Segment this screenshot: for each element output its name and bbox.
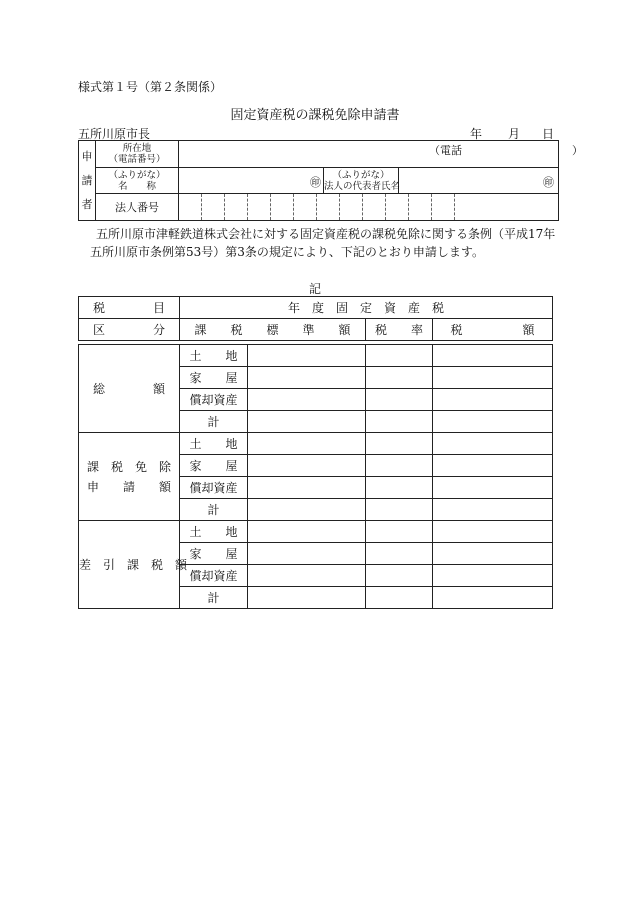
input-cell[interactable] — [366, 565, 433, 587]
addressee: 五所川原市長 — [78, 127, 151, 141]
input-cell[interactable] — [433, 565, 553, 587]
seal-mark: ㊞ — [310, 176, 321, 189]
input-cell[interactable] — [433, 389, 553, 411]
name-label-cell — [96, 168, 179, 194]
address-label-cell — [96, 141, 179, 168]
tax-item-value: 年 度 固 定 資 産 税 — [180, 297, 553, 319]
input-cell[interactable] — [248, 587, 366, 609]
rep-name-input[interactable] — [399, 168, 559, 194]
seal-mark-rep: ㊞ — [543, 176, 555, 189]
item-depreciable: 償却資産 — [180, 477, 248, 499]
corp-digit-3[interactable] — [225, 194, 248, 220]
corp-digit-9[interactable] — [363, 194, 386, 220]
input-cell[interactable] — [248, 345, 366, 367]
corp-digit-6[interactable] — [294, 194, 317, 220]
group-total — [79, 345, 180, 433]
col-header-tax-base: 課 税 標 準 額 — [180, 319, 366, 341]
item-depreciable: 償却資産 — [180, 565, 248, 587]
input-cell[interactable] — [366, 587, 433, 609]
rep-furigana-label: （ふりがな） — [332, 169, 390, 181]
rep-label-cell — [324, 168, 399, 194]
item-house: 家 屋 — [180, 455, 248, 477]
group-net-tax-label: 差 引 課 税 額 — [79, 558, 188, 572]
group-total-label: 総 額 — [92, 382, 165, 396]
item-subtotal: 計 — [180, 499, 248, 521]
corp-digit-4[interactable] — [248, 194, 271, 220]
input-cell[interactable] — [366, 367, 433, 389]
note-heading: 記 — [308, 282, 321, 296]
input-cell[interactable] — [366, 389, 433, 411]
input-cell[interactable] — [433, 499, 553, 521]
input-cell[interactable] — [366, 543, 433, 565]
corp-digit-1[interactable] — [179, 194, 202, 220]
input-cell[interactable] — [248, 521, 366, 543]
item-land: 土 地 — [180, 521, 248, 543]
name-input[interactable] — [179, 168, 324, 194]
input-cell[interactable] — [248, 367, 366, 389]
item-depreciable: 償却資産 — [180, 389, 248, 411]
phone-label: （電話番号） — [108, 154, 166, 165]
corp-digit-2[interactable] — [202, 194, 225, 220]
date-month: 月 — [508, 127, 521, 141]
input-cell[interactable] — [248, 477, 366, 499]
input-cell[interactable] — [248, 433, 366, 455]
item-land: 土 地 — [180, 433, 248, 455]
phone-inline: （電話 ） — [429, 144, 583, 157]
input-cell[interactable] — [366, 345, 433, 367]
address-input[interactable] — [179, 141, 583, 168]
input-cell[interactable] — [433, 521, 553, 543]
side-char-3: 者 — [81, 197, 93, 211]
address-label: 所在地 — [122, 143, 152, 154]
corp-digit-13[interactable] — [455, 194, 558, 220]
date-day: 日 — [542, 127, 555, 141]
input-cell[interactable] — [248, 565, 366, 587]
input-cell[interactable] — [248, 455, 366, 477]
input-cell[interactable] — [366, 411, 433, 433]
group-exemption-label-1: 課 税 免 除 — [86, 459, 171, 474]
input-cell[interactable] — [433, 345, 553, 367]
item-house: 家 屋 — [180, 367, 248, 389]
corp-digit-7[interactable] — [317, 194, 340, 220]
item-subtotal: 計 — [180, 587, 248, 609]
input-cell[interactable] — [433, 455, 553, 477]
corp-digit-5[interactable] — [271, 194, 294, 220]
corp-digit-8[interactable] — [340, 194, 363, 220]
tax-item-label: 税 目 — [79, 297, 180, 319]
group-exemption — [79, 433, 180, 521]
input-cell[interactable] — [433, 477, 553, 499]
furigana-label: （ふりがな） — [108, 169, 166, 181]
input-cell[interactable] — [433, 433, 553, 455]
input-cell[interactable] — [248, 389, 366, 411]
applicant-table — [78, 140, 583, 221]
form-number: 様式第１号（第２条関係） — [78, 80, 223, 94]
rep-label: 法人の代表者氏名 — [324, 180, 401, 192]
item-house: 家 屋 — [180, 543, 248, 565]
input-cell[interactable] — [366, 477, 433, 499]
col-header-tax-amount: 税 額 — [433, 319, 553, 341]
side-char-1: 申 — [81, 149, 93, 163]
group-exemption-label-2: 申 請 額 — [86, 479, 171, 494]
body-text-line-1: 五所川原市津軽鉄道株式会社に対する固定資産税の課税免除に関する条例（平成17年 — [96, 227, 556, 241]
date-year: 年 — [470, 127, 483, 141]
page-title: 固定資産税の課税免除申請書 — [230, 108, 400, 123]
item-land: 土 地 — [180, 345, 248, 367]
tax-table — [78, 296, 553, 609]
body-text-line-2: 五所川原市条例第53号）第3条の規定により、下記のとおり申請します。 — [90, 245, 484, 259]
corp-number-input[interactable] — [179, 194, 559, 221]
input-cell[interactable] — [433, 587, 553, 609]
group-net-tax — [79, 521, 188, 609]
side-char-2: 請 — [81, 173, 93, 187]
applicant-side-label — [79, 141, 96, 221]
input-cell[interactable] — [248, 411, 366, 433]
input-cell[interactable] — [248, 499, 366, 521]
input-cell[interactable] — [433, 543, 553, 565]
corp-digit-11[interactable] — [409, 194, 432, 220]
input-cell[interactable] — [366, 499, 433, 521]
corp-digit-10[interactable] — [386, 194, 409, 220]
name-label: 名 称 — [117, 180, 156, 192]
input-cell[interactable] — [433, 367, 553, 389]
corp-number-label: 法人番号 — [96, 194, 179, 221]
input-cell[interactable] — [366, 433, 433, 455]
input-cell[interactable] — [433, 411, 553, 433]
col-header-tax-rate: 税 率 — [366, 319, 433, 341]
corp-digit-12[interactable] — [432, 194, 455, 220]
input-cell[interactable] — [366, 455, 433, 477]
input-cell[interactable] — [366, 521, 433, 543]
item-subtotal: 計 — [180, 411, 248, 433]
input-cell[interactable] — [248, 543, 366, 565]
category-label: 区 分 — [79, 319, 180, 341]
